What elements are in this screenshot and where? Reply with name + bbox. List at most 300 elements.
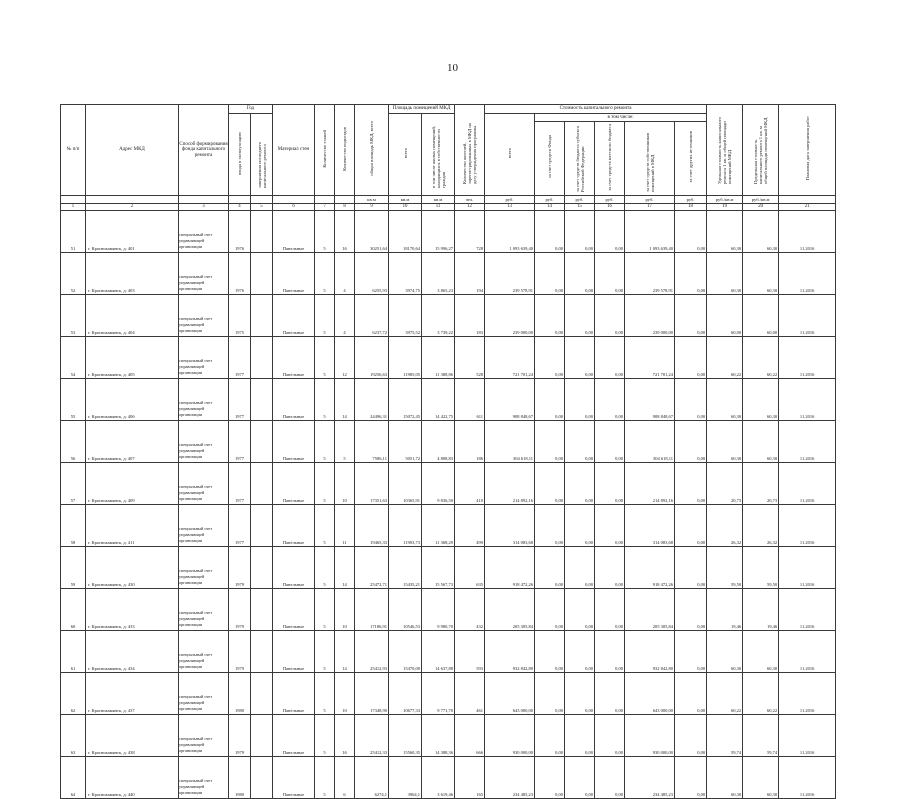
cell-cost-subject: 0,00 (565, 588, 595, 630)
cell-area-total: 3974,75 (389, 252, 422, 294)
cell-cost-owners: 643 000,00 (625, 672, 675, 714)
cell-total-area: 30251,64 (355, 210, 389, 252)
cell-cost-owners: 239 578,91 (625, 252, 675, 294)
cell-address: г. Краснокамянск, д. 438 (86, 714, 179, 756)
cell-area-total: 10677,33 (389, 672, 422, 714)
header-year-commission: ввода в эксплуатацию (229, 114, 251, 196)
header-cost-group: Стоимость капитального ремонта (485, 105, 707, 114)
table-row (61, 756, 836, 798)
cell-cost-owners: 205 305,84 (625, 588, 675, 630)
column-number-cell: 7 (315, 203, 335, 210)
cell-wall-material: Панельные (273, 252, 315, 294)
cell-cost-owners: 234 485,23 (625, 756, 675, 798)
cell-area-total: 15435,21 (389, 546, 422, 588)
column-number-cell: 17 (625, 203, 675, 210)
fund-method-text: специальный счет управляющей организации (179, 567, 213, 586)
fund-method-text: специальный счет управляющей организации (179, 525, 213, 544)
cell-max-cost: 60,00 (743, 294, 779, 336)
cell-max-cost: 19,46 (743, 588, 779, 630)
column-number-cell: 21 (779, 203, 836, 210)
cell-cost-fund: 0,00 (535, 462, 565, 504)
cell-row-no: 64 (61, 756, 86, 798)
cell-entrances: 4 (335, 294, 355, 336)
cell-floors: 5 (315, 672, 335, 714)
fund-method-text: специальный счет управляющей организации (179, 735, 213, 754)
cell-cost-subject: 0,00 (565, 294, 595, 336)
cell-residents: 611 (455, 378, 485, 420)
cell-unit-cost: 59,50 (707, 546, 743, 588)
cell-total-area: 24496,31 (355, 378, 389, 420)
cell-entrances: 10 (335, 672, 355, 714)
cell-fund-method (179, 588, 229, 630)
cell-floors: 5 (315, 420, 335, 462)
cell-max-cost: 20,73 (743, 462, 779, 504)
cell-max-cost: 60,22 (743, 672, 779, 714)
unit-cell (335, 195, 355, 203)
cell-unit-cost: 60,30 (707, 378, 743, 420)
unit-cell (179, 195, 229, 203)
cell-fund-method (179, 210, 229, 252)
cell-cost-fund: 0,00 (535, 420, 565, 462)
cell-address: г. Краснокамянск, д. 406 (86, 378, 179, 420)
cell-address: г. Краснокамянск, д. 407 (86, 420, 179, 462)
table-row (61, 294, 836, 336)
header-row-no: № п/п (61, 105, 86, 196)
header-cost-owners: за счет средств собственников помещений в МКД (625, 122, 675, 196)
header-cost-other: за счет других источников (675, 122, 707, 196)
cell-fund-method (179, 420, 229, 462)
cell-area-total: 15560,35 (389, 714, 422, 756)
cell-year-overhaul (251, 420, 273, 462)
cell-year-commission: 1975 (229, 294, 251, 336)
cell-year-commission: 1977 (229, 504, 251, 546)
column-number-cell: 15 (565, 203, 595, 210)
data-rows (61, 210, 836, 798)
unit-cell: руб. (625, 195, 675, 203)
cell-cost-total: 721 701,24 (485, 336, 535, 378)
cell-cost-total: 205 305,84 (485, 588, 535, 630)
cell-floors: 5 (315, 462, 335, 504)
table-row (61, 672, 836, 714)
unit-cell: руб. (565, 195, 595, 203)
cell-wall-material: Панельные (273, 630, 315, 672)
unit-cell (86, 195, 179, 203)
cell-year-commission: 1976 (229, 252, 251, 294)
table-row (61, 630, 836, 672)
cell-row-no: 60 (61, 588, 86, 630)
cell-area-residential: 3 865,23 (422, 252, 455, 294)
cell-max-cost: 26,32 (743, 504, 779, 546)
cell-area-residential: 11 388,86 (422, 336, 455, 378)
cell-residents: 183 (455, 294, 485, 336)
cell-row-no: 56 (61, 420, 86, 462)
cell-cost-owners: 932 842,80 (625, 630, 675, 672)
cell-residents: 186 (455, 420, 485, 462)
cell-cost-other: 0,00 (675, 378, 707, 420)
cell-cost-subject: 0,00 (565, 420, 595, 462)
fund-method-text: специальный счет управляющей организации (179, 399, 213, 418)
unit-cell: кв.м (422, 195, 455, 203)
cell-floors: 5 (315, 294, 335, 336)
cell-area-total: 15470,00 (389, 630, 422, 672)
cell-address: г. Краснокамянск, д. 405 (86, 336, 179, 378)
cell-cost-local: 0,00 (595, 210, 625, 252)
cell-wall-material: Панельные (273, 504, 315, 546)
cell-area-residential: 3 619,46 (422, 756, 455, 798)
cell-total-area: 19465,33 (355, 504, 389, 546)
cell-planned-date: 11.2016 (779, 420, 836, 462)
cell-year-commission: 1977 (229, 420, 251, 462)
header-cost-subject: за счет средств бюджета субъекта Российской Федерации (565, 122, 595, 196)
cell-cost-subject: 0,00 (565, 336, 595, 378)
cell-area-residential: 9 836,50 (422, 462, 455, 504)
cell-residents: 528 (455, 336, 485, 378)
cell-year-commission: 1980 (229, 672, 251, 714)
column-number-cell: 1 (61, 203, 86, 210)
cell-area-residential: 9 980,70 (422, 588, 455, 630)
cell-residents: 593 (455, 630, 485, 672)
cell-residents: 165 (455, 756, 485, 798)
cell-total-area: 17186,91 (355, 588, 389, 630)
cell-year-commission: 1976 (229, 210, 251, 252)
units-row (61, 195, 836, 203)
fund-method-text: специальный счет управляющей организации (179, 441, 213, 460)
cell-floors: 5 (315, 756, 335, 798)
cell-area-total: 11903,73 (389, 504, 422, 546)
cell-area-residential: 14 388,36 (422, 714, 455, 756)
cell-cost-other: 0,00 (675, 630, 707, 672)
cell-fund-method (179, 672, 229, 714)
cell-cost-total: 239 000,00 (485, 294, 535, 336)
cell-fund-method (179, 252, 229, 294)
cell-cost-other: 0,00 (675, 336, 707, 378)
cell-address: г. Краснокамянск, д. 403 (86, 252, 179, 294)
cell-cost-owners: 918 472,26 (625, 546, 675, 588)
cell-cost-local: 0,00 (595, 672, 625, 714)
cell-cost-local: 0,00 (595, 252, 625, 294)
cell-row-no: 57 (61, 462, 86, 504)
header-cost-incl: в том числе: (535, 114, 707, 122)
cell-year-overhaul (251, 546, 273, 588)
cell-planned-date: 11.2016 (779, 714, 836, 756)
cell-cost-subject: 0,00 (565, 252, 595, 294)
cell-planned-date: 11.2016 (779, 462, 836, 504)
cell-unit-cost: 60,30 (707, 756, 743, 798)
cell-address: г. Краснокамянск, д. 404 (86, 294, 179, 336)
cell-cost-fund: 0,00 (535, 672, 565, 714)
cell-floors: 5 (315, 546, 335, 588)
header-address: Адрес МКД (86, 105, 179, 196)
cell-floors: 5 (315, 336, 335, 378)
cell-total-area: 6255,93 (355, 252, 389, 294)
header-residents: Количество жителей, зарегистрированных в МКД на дату утверждения программы (455, 105, 485, 196)
cell-address: г. Краснокамянск, д. 437 (86, 672, 179, 714)
column-number-cell: 3 (179, 203, 229, 210)
cell-year-commission: 1980 (229, 756, 251, 798)
header-unit-cost: Удельная стоимость капитального ремонта 1 кв. м общей площади помещений МКД (707, 105, 743, 196)
cell-row-no: 55 (61, 378, 86, 420)
cell-year-overhaul (251, 294, 273, 336)
cell-year-overhaul (251, 756, 273, 798)
cell-area-residential: 4 808,83 (422, 420, 455, 462)
cell-cost-subject: 0,00 (565, 756, 595, 798)
cell-wall-material: Панельные (273, 588, 315, 630)
cell-address: г. Краснокамянск, д. 411 (86, 504, 179, 546)
cell-planned-date: 11.2016 (779, 546, 836, 588)
cell-planned-date: 11.2016 (779, 588, 836, 630)
column-number-cell: 6 (273, 203, 315, 210)
cell-year-overhaul (251, 462, 273, 504)
column-number-cell: 16 (595, 203, 625, 210)
header-cost-fund: за счет средств Фонда (535, 122, 565, 196)
cell-cost-local: 0,00 (595, 630, 625, 672)
cell-planned-date: 11.2016 (779, 630, 836, 672)
cell-cost-owners: 314 083,68 (625, 504, 675, 546)
cell-cost-other: 0,00 (675, 462, 707, 504)
cell-cost-local: 0,00 (595, 378, 625, 420)
cell-cost-total: 908 848,67 (485, 378, 535, 420)
column-number-cell: 14 (535, 203, 565, 210)
cell-entrances: 6 (335, 756, 355, 798)
header-planned-date: Плановая дата завершения работ (779, 105, 836, 196)
cell-entrances: 4 (335, 252, 355, 294)
cell-cost-owners: 214 892,16 (625, 462, 675, 504)
cell-row-no: 59 (61, 546, 86, 588)
column-number-cell: 19 (707, 203, 743, 210)
cell-area-total: 3964,1 (389, 756, 422, 798)
fund-method-text: специальный счет управляющей организации (179, 273, 213, 292)
cell-planned-date: 11.2016 (779, 336, 836, 378)
cell-entrances: 14 (335, 630, 355, 672)
cell-cost-owners: 304 618,11 (625, 420, 675, 462)
cell-area-residential: 14 422,75 (422, 378, 455, 420)
cell-wall-material: Панельные (273, 714, 315, 756)
page-number: 10 (447, 62, 458, 74)
cell-floors: 5 (315, 714, 335, 756)
cell-fund-method (179, 630, 229, 672)
table-row (61, 378, 836, 420)
cell-unit-cost: 20,73 (707, 462, 743, 504)
cell-cost-subject: 0,00 (565, 462, 595, 504)
cell-area-total: 10546,53 (389, 588, 422, 630)
cell-max-cost: 60,30 (743, 756, 779, 798)
cell-cost-other: 0,00 (675, 504, 707, 546)
header-year: Год (229, 105, 273, 114)
fund-method-text: специальный счет управляющей организации (179, 315, 213, 334)
cell-planned-date: 11.2016 (779, 672, 836, 714)
cell-max-cost: 60,22 (743, 336, 779, 378)
cell-area-residential: 9 771,70 (422, 672, 455, 714)
cell-cost-other: 0,00 (675, 420, 707, 462)
unit-cell: чел. (455, 195, 485, 203)
cell-cost-owners: 930 000,00 (625, 714, 675, 756)
header-max-cost: Предельная стоимость капитального ремонта 1 кв. м общей площади помещений МКД (743, 105, 779, 196)
header-cost-total: всего (485, 114, 535, 196)
unit-cell (61, 195, 86, 203)
cell-area-total: 11985,05 (389, 336, 422, 378)
cell-floors: 5 (315, 504, 335, 546)
cell-residents: 432 (455, 588, 485, 630)
cell-total-area: 25472,71 (355, 546, 389, 588)
unit-cell: руб./кв.м (707, 195, 743, 203)
column-number-cell: 2 (86, 203, 179, 210)
cell-row-no: 53 (61, 294, 86, 336)
cell-max-cost: 60,30 (743, 252, 779, 294)
cell-residents: 410 (455, 462, 485, 504)
cell-cost-total: 1 093 639,40 (485, 210, 535, 252)
cell-cost-local: 0,00 (595, 504, 625, 546)
cell-cost-subject: 0,00 (565, 210, 595, 252)
cell-cost-subject: 0,00 (565, 504, 595, 546)
cell-cost-other: 0,00 (675, 714, 707, 756)
cell-wall-material: Панельные (273, 420, 315, 462)
cell-total-area: 19256,63 (355, 336, 389, 378)
cell-cost-owners: 908 848,67 (625, 378, 675, 420)
cell-cost-total: 239 578,91 (485, 252, 535, 294)
cell-max-cost: 59,50 (743, 546, 779, 588)
cell-fund-method (179, 294, 229, 336)
cell-fund-method (179, 462, 229, 504)
cell-entrances: 10 (335, 462, 355, 504)
column-number-cell: 11 (422, 203, 455, 210)
cell-cost-fund: 0,00 (535, 546, 565, 588)
cell-planned-date: 11.2016 (779, 210, 836, 252)
cell-cost-owners: 721 701,24 (625, 336, 675, 378)
table-row (61, 462, 836, 504)
cell-year-commission: 1977 (229, 336, 251, 378)
fund-method-text: специальный счет управляющей организации (179, 231, 213, 250)
table-row (61, 504, 836, 546)
column-number-cell: 13 (485, 203, 535, 210)
cell-planned-date: 11.2016 (779, 504, 836, 546)
cell-area-residential: 11 368,29 (422, 504, 455, 546)
cell-area-total: 5051,72 (389, 420, 422, 462)
header-area-residential: в том числе жилых помещений, находящихся в собственности граждан (422, 114, 455, 196)
cell-entrances: 11 (335, 504, 355, 546)
cell-wall-material: Панельные (273, 378, 315, 420)
column-number-cell: 12 (455, 203, 485, 210)
cell-planned-date: 11.2016 (779, 252, 836, 294)
cell-fund-method (179, 504, 229, 546)
cell-cost-total: 314 083,68 (485, 504, 535, 546)
cell-unit-cost: 60,30 (707, 210, 743, 252)
column-number-cell: 8 (335, 203, 355, 210)
cell-cost-fund: 0,00 (535, 252, 565, 294)
cell-cost-other: 0,00 (675, 210, 707, 252)
table-row (61, 420, 836, 462)
cell-total-area: 25412,93 (355, 630, 389, 672)
header-wall-material: Материал стен (273, 105, 315, 196)
header-area-group: Площадь помещений МКД (389, 105, 455, 114)
cell-cost-other: 0,00 (675, 294, 707, 336)
cell-residents: 461 (455, 672, 485, 714)
unit-cell (251, 195, 273, 203)
header-year-overhaul: завершения последнего капитального ремонта (251, 114, 273, 196)
cell-unit-cost: 60,30 (707, 252, 743, 294)
cell-cost-subject: 0,00 (565, 672, 595, 714)
cell-entrances: 14 (335, 378, 355, 420)
cell-cost-fund: 0,00 (535, 504, 565, 546)
cell-area-residential: 15 996,27 (422, 210, 455, 252)
unit-cell: руб./кв.м (743, 195, 779, 203)
unit-cell: руб. (485, 195, 535, 203)
cell-year-overhaul (251, 252, 273, 294)
cell-cost-fund: 0,00 (535, 336, 565, 378)
cell-fund-method (179, 336, 229, 378)
cell-year-commission: 1977 (229, 462, 251, 504)
cell-residents: 194 (455, 252, 485, 294)
cell-entrances: 16 (335, 714, 355, 756)
cell-cost-total: 304 618,11 (485, 420, 535, 462)
unit-cell (273, 195, 315, 203)
cell-max-cost: 59,74 (743, 714, 779, 756)
cell-cost-fund: 0,00 (535, 714, 565, 756)
cell-wall-material: Панельные (273, 672, 315, 714)
cell-cost-subject: 0,00 (565, 546, 595, 588)
cell-unit-cost: 59,74 (707, 714, 743, 756)
unit-cell: кв.м (389, 195, 422, 203)
cell-area-residential: 3 739,22 (422, 294, 455, 336)
table-row (61, 252, 836, 294)
cell-cost-other: 0,00 (675, 546, 707, 588)
cell-year-overhaul (251, 210, 273, 252)
cell-planned-date: 11.2016 (779, 294, 836, 336)
header-fund-method: Способ формирования фонда капитального ремонта (179, 105, 229, 196)
cell-unit-cost: 60,00 (707, 294, 743, 336)
header-entrances: Количество подъездов (335, 105, 355, 196)
cell-address: г. Краснокамянск, д. 440 (86, 756, 179, 798)
cell-floors: 5 (315, 378, 335, 420)
cell-row-no: 51 (61, 210, 86, 252)
fund-method-text: специальный счет управляющей организации (179, 357, 213, 376)
cell-wall-material: Панельные (273, 294, 315, 336)
fund-method-text: специальный счет управляющей организации (179, 609, 213, 628)
cell-unit-cost: 19,46 (707, 588, 743, 630)
cell-area-total: 3975,52 (389, 294, 422, 336)
cell-area-total: 10365,91 (389, 462, 422, 504)
overhaul-program-table (60, 104, 836, 799)
cell-row-no: 63 (61, 714, 86, 756)
cell-unit-cost: 60,30 (707, 420, 743, 462)
cell-residents: 666 (455, 714, 485, 756)
header-cost-local: за счет средств местного бюджета (595, 122, 625, 196)
cell-cost-subject: 0,00 (565, 378, 595, 420)
cell-address: г. Краснокамянск, д. 409 (86, 462, 179, 504)
cell-area-residential: 15 567,73 (422, 546, 455, 588)
cell-floors: 5 (315, 630, 335, 672)
cell-cost-local: 0,00 (595, 588, 625, 630)
cell-cost-fund: 0,00 (535, 630, 565, 672)
table-row (61, 588, 836, 630)
cell-cost-total: 918 472,26 (485, 546, 535, 588)
cell-cost-fund: 0,00 (535, 588, 565, 630)
cell-total-area: 6274,1 (355, 756, 389, 798)
cell-wall-material: Панельные (273, 756, 315, 798)
cell-year-commission: 1979 (229, 588, 251, 630)
cell-entrances: 14 (335, 546, 355, 588)
cell-cost-owners: 239 000,00 (625, 294, 675, 336)
cell-total-area: 17351,63 (355, 462, 389, 504)
cell-cost-other: 0,00 (675, 588, 707, 630)
column-number-cell: 18 (675, 203, 707, 210)
cell-address: г. Краснокамянск, д. 430 (86, 546, 179, 588)
unit-cell (315, 195, 335, 203)
fund-method-text: специальный счет управляющей организации (179, 693, 213, 712)
column-number-cell: 10 (389, 203, 422, 210)
column-number-cell: 5 (251, 203, 273, 210)
cell-floors: 5 (315, 252, 335, 294)
cell-area-total: 18170,64 (389, 210, 422, 252)
